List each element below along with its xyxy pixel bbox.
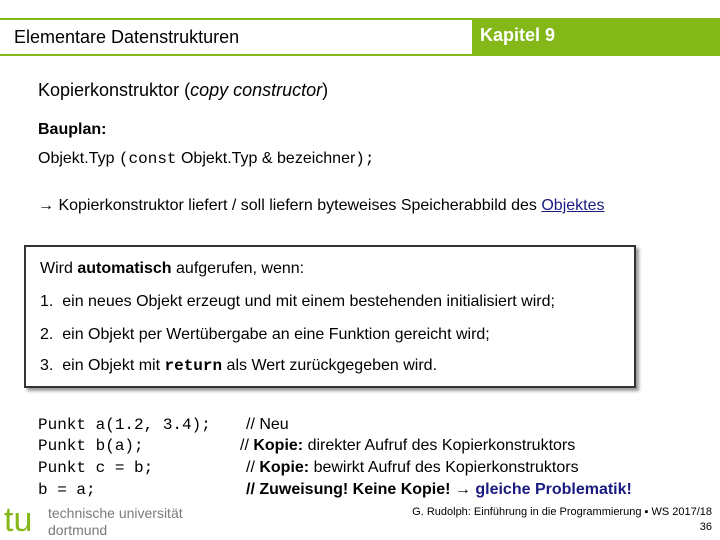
slide-title-end: )	[322, 80, 329, 100]
comment-highlight: gleiche Problematik!	[475, 481, 632, 498]
comment-text: //	[240, 437, 254, 454]
signature-const: (const	[118, 150, 177, 168]
objektes-link[interactable]: Objektes	[541, 197, 605, 214]
list-item-text-end: als Wert zurückgegeben wird.	[222, 357, 438, 374]
tu-logo-text: tu	[4, 503, 33, 537]
list-item	[40, 326, 490, 344]
arrow-note	[38, 197, 605, 215]
code-line-3: Punkt c = b;	[38, 459, 154, 477]
list-item-text: ein Objekt per Wertübergabe an eine Funktion gereicht wird;	[62, 326, 490, 343]
list-item-number: 2.	[40, 326, 54, 343]
box-intro-suffix: aufgerufen, wenn:	[171, 260, 305, 277]
course-info: G. Rudolph: Einführung in die Programmierung ▪ WS 2017/18	[412, 506, 712, 518]
page-number: 36	[699, 521, 712, 533]
list-item-text: ein Objekt mit	[62, 357, 165, 374]
code-line-1: Punkt a(1.2, 3.4);	[38, 416, 211, 434]
signature-param: Objekt.Typ & bezeichner	[176, 150, 356, 167]
comment-text: //	[246, 481, 260, 498]
box-intro-prefix: Wird	[40, 260, 78, 277]
university-line-1: technische universität	[48, 505, 183, 521]
bauplan-label: Bauplan:	[38, 121, 107, 138]
list-item	[40, 357, 437, 375]
comment-text: //	[246, 459, 260, 476]
auto-call-box	[24, 245, 636, 388]
chapter-label: Kapitel 9	[480, 25, 556, 45]
university-name	[48, 505, 183, 539]
comment-bold: Kopie:	[253, 437, 304, 454]
code-comment-3	[246, 459, 579, 477]
signature	[38, 150, 375, 168]
list-item-text: ein neues Objekt erzeugt und mit einem bestehenden initialisiert wird;	[62, 293, 555, 310]
code-line-2: Punkt b(a);	[38, 437, 144, 455]
box-intro-bold: automatisch	[77, 260, 172, 277]
slide-title	[38, 80, 328, 101]
footer-info	[412, 505, 712, 535]
signature-end: );	[355, 150, 375, 168]
code-comment-1	[246, 416, 289, 434]
header-bar	[0, 18, 472, 56]
slide-title-main: Kopierkonstruktor (	[38, 80, 191, 100]
list-item-number: 3.	[40, 357, 54, 374]
slide-title-italic: copy constructor	[190, 80, 323, 100]
university-line-2: dortmund	[48, 522, 108, 538]
list-item	[40, 293, 555, 311]
list-item-number: 1.	[40, 293, 54, 310]
comment-bold: Kopie:	[259, 459, 310, 476]
box-intro	[40, 260, 304, 278]
tu-logo	[4, 503, 46, 537]
code-line-4: b = a;	[38, 481, 96, 499]
code-comment-4	[246, 481, 632, 499]
code-comment-2	[240, 437, 575, 455]
comment-rest: direkter Aufruf des Kopierkonstruktors	[303, 437, 576, 454]
comment-bold: Zuweisung! Keine Kopie! →	[259, 481, 476, 498]
comment-rest: bewirkt Aufruf des Kopierkonstruktors	[309, 459, 579, 476]
arrow-note-text: → Kopierkonstruktor liefert / soll liefern byteweises Speicherabbild des	[38, 197, 542, 214]
return-keyword: return	[164, 357, 223, 375]
header-title: Elementare Datenstrukturen	[14, 27, 240, 47]
signature-type: Objekt.Typ	[38, 150, 119, 167]
chapter-bar	[472, 18, 720, 56]
comment-text: // Neu	[246, 416, 289, 433]
